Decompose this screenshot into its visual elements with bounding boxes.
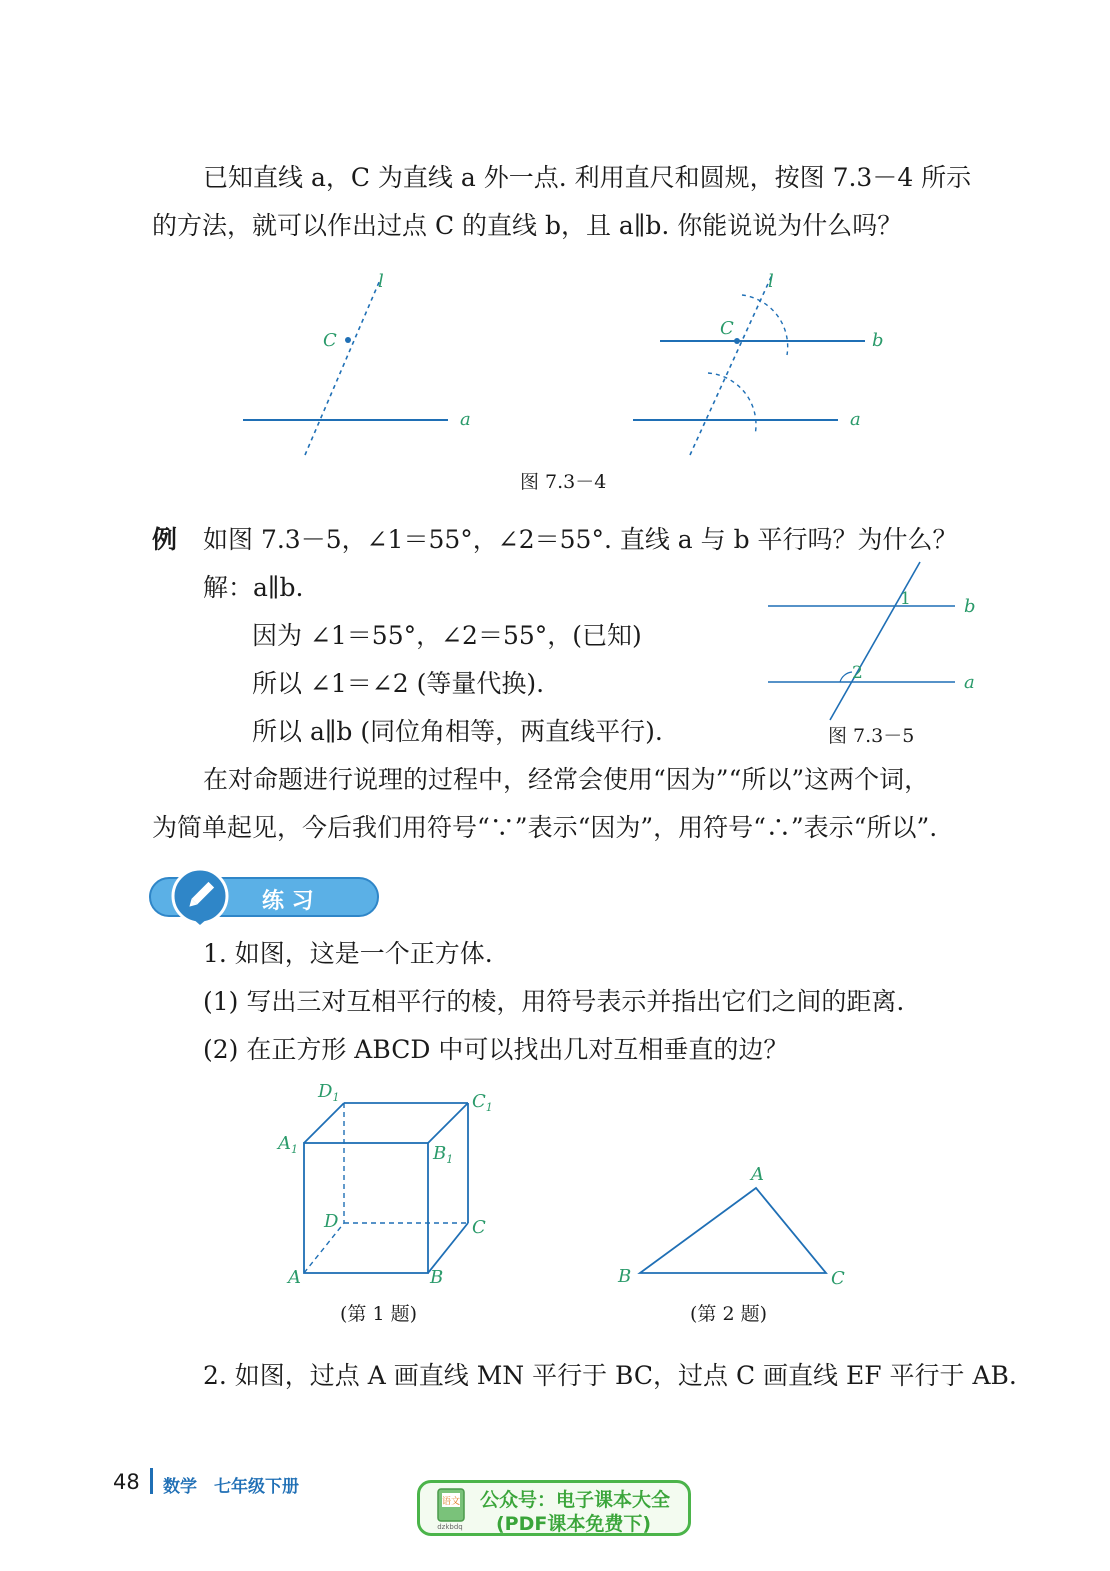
label-a1: $A_1$ — [278, 1133, 298, 1156]
label-a-right: a — [850, 409, 861, 430]
example-step-3: 所以 a∥b (同位角相等，两直线平行). — [252, 717, 663, 746]
angle-2-arc — [840, 672, 852, 682]
transversal — [830, 562, 920, 720]
example-step-2: 所以 ∠1＝∠2 (等量代换). — [252, 669, 545, 698]
caption-q1: (第 1 题) — [340, 1303, 417, 1325]
label-tri-c: C — [831, 1268, 845, 1288]
caption-q2: (第 2 题) — [690, 1303, 767, 1325]
point-c-left — [345, 337, 351, 343]
intro-line-2: 的方法，就可以作出过点 C 的直线 b，且 a∥b. 你能说说为什么吗？ — [152, 211, 903, 240]
label-c: C — [472, 1217, 486, 1238]
label-line-b: b — [964, 596, 976, 617]
line-l-right — [690, 275, 772, 455]
svg-text:语文: 语文 — [441, 1497, 461, 1507]
book-icon — [430, 1487, 470, 1531]
arc-upper — [742, 295, 788, 355]
label-tri-b: B — [618, 1266, 632, 1287]
watermark-line-1: 公众号：电子课本大全 — [480, 1489, 671, 1511]
arc-lower — [708, 373, 756, 435]
watermark-line-2: (PDF课本免费下) — [496, 1513, 652, 1535]
note-line-1: 在对命题进行说理的过程中，经常会使用“因为”“所以”这两个词， — [203, 765, 930, 794]
triangle-figure — [610, 1158, 860, 1288]
caption-fig-7-3-4: 图 7.3－4 — [520, 471, 607, 493]
practice-q2: 2. 如图，过点 A 画直线 MN 平行于 BC，过点 C 画直线 EF 平行于 AB. — [203, 1361, 1017, 1390]
intro-line-1: 已知直线 a，C 为直线 a 外一点. 利用直尺和圆规，按图 7.3－4 所示 — [203, 163, 972, 192]
practice-q1b: (2) 在正方形 ABCD 中可以找出几对互相垂直的边？ — [203, 1035, 789, 1064]
example-step-1: 因为 ∠1＝55°，∠2＝55°，(已知) — [252, 621, 642, 650]
label-angle-1: 1 — [900, 589, 911, 609]
point-c-right — [734, 338, 740, 344]
label-l-left: l — [378, 271, 384, 292]
caption-fig-7-3-5: 图 7.3－5 — [828, 725, 915, 747]
label-c-left: C — [323, 330, 337, 351]
label-tri-a: A — [751, 1164, 764, 1185]
practice-q1: 1. 如图，这是一个正方体. — [203, 939, 493, 968]
label-a: A — [288, 1267, 301, 1288]
label-line-a: a — [964, 672, 975, 693]
label-c1: $C_1$ — [472, 1091, 493, 1114]
figure-7-3-4 — [230, 265, 910, 465]
practice-q1a: (1) 写出三对互相平行的棱，用符号表示并指出它们之间的距离. — [203, 987, 905, 1016]
label-d1: $D_1$ — [318, 1081, 340, 1104]
example-tag: 例 — [152, 525, 178, 554]
footer-divider — [150, 1468, 153, 1494]
label-l-right: l — [768, 271, 774, 292]
figure-7-3-5 — [760, 560, 990, 725]
line-l-left — [305, 280, 380, 455]
cube-figure — [270, 1075, 510, 1295]
practice-banner-title: 练 习 — [262, 889, 314, 914]
page-number: 48 — [113, 1470, 140, 1494]
label-d: D — [324, 1211, 339, 1232]
label-angle-2: 2 — [852, 663, 863, 683]
svg-text:dzkbdq: dzkbdq — [437, 1523, 463, 1531]
watermark-box — [417, 1480, 691, 1536]
label-a-left: a — [460, 409, 471, 430]
label-b: B — [430, 1267, 444, 1288]
example-question: 如图 7.3－5，∠1＝55°，∠2＝55°. 直线 a 与 b 平行吗？为什么？ — [203, 525, 958, 554]
example-solution-head: 解：a∥b. — [203, 573, 304, 602]
book-title: 数学 七年级下册 — [163, 1477, 299, 1497]
label-c-right: C — [720, 318, 734, 339]
label-b1: $B_1$ — [433, 1143, 454, 1166]
label-b-right: b — [872, 330, 884, 351]
note-line-2: 为简单起见，今后我们用符号“∵”表示“因为”，用符号“∴”表示“所以”. — [152, 813, 938, 842]
